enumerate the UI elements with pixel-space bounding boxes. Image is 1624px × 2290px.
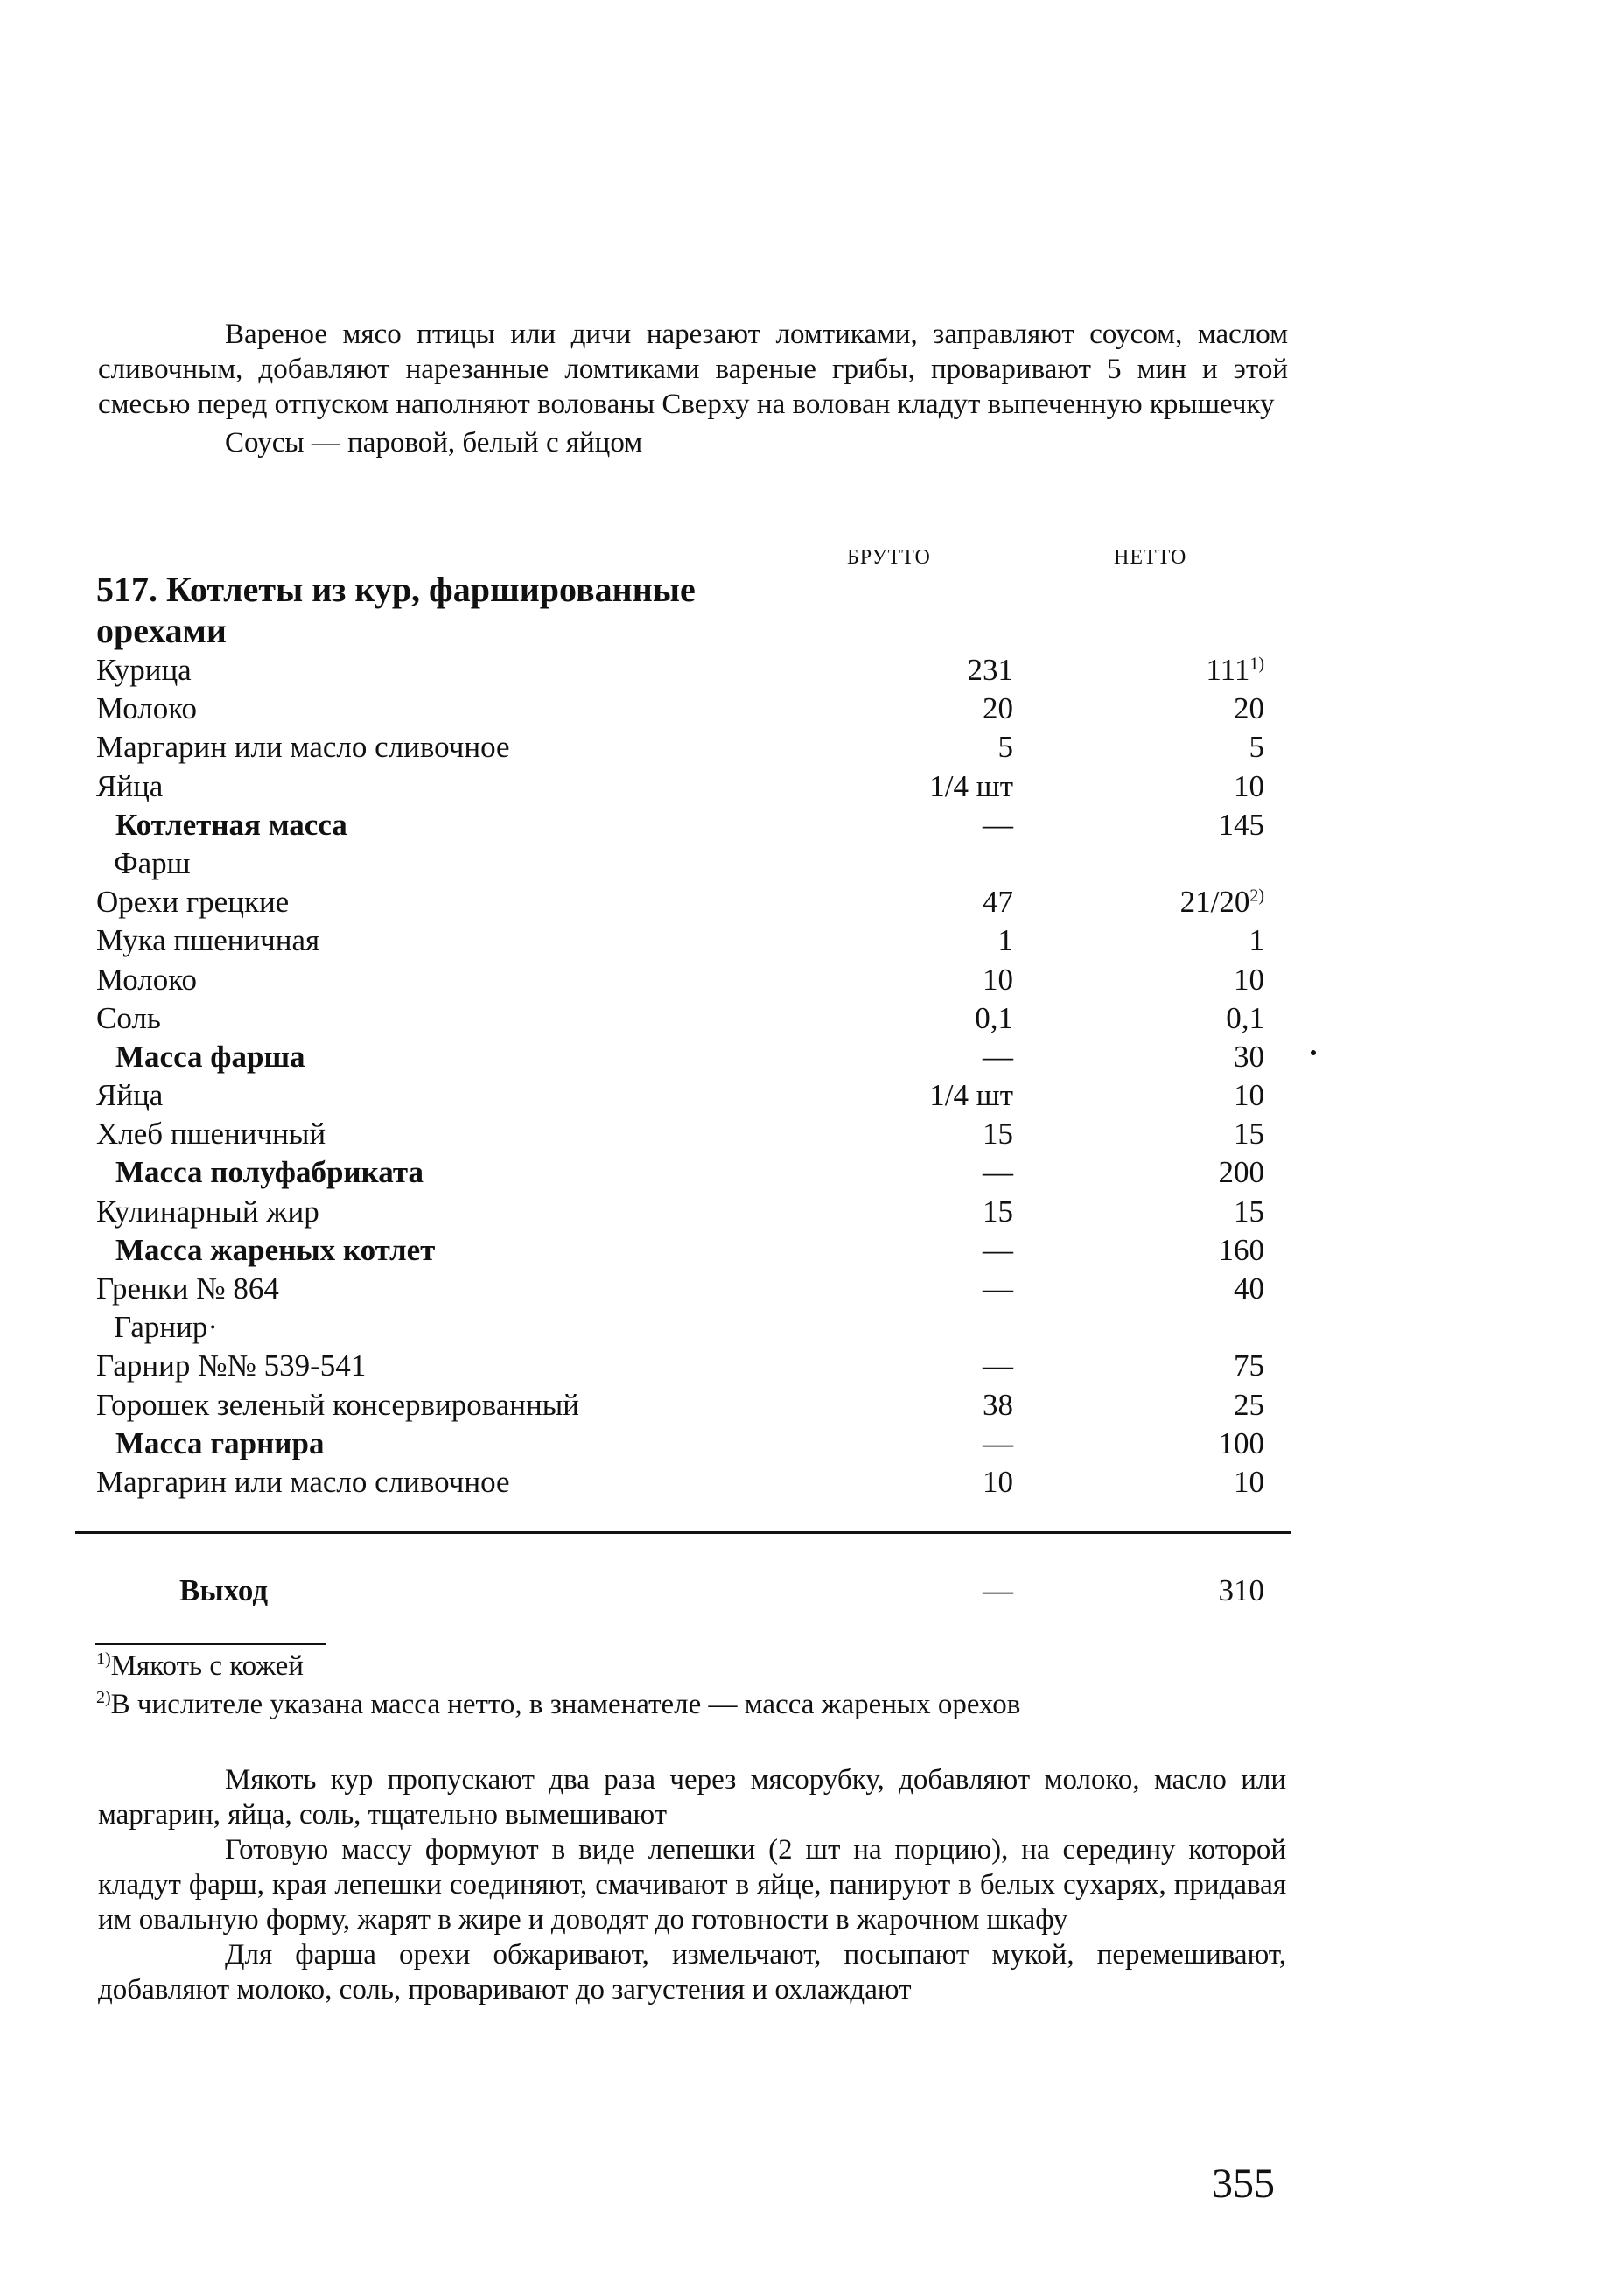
- table-row: [96, 806, 1264, 844]
- ingredient-name: Маргарин или масло сливочное: [96, 1464, 510, 1499]
- footnote-text: Мякоть с кожей: [110, 1650, 304, 1682]
- netto-number: 111: [1206, 653, 1250, 687]
- sauces-line: Соусы — паровой, белый с яйцом: [225, 427, 643, 459]
- brutto-value: —: [983, 1425, 1013, 1460]
- table-divider: [75, 1531, 1292, 1534]
- ingredient-name: Горошек зеленый консервированный: [96, 1387, 580, 1422]
- brutto-value: —: [983, 1232, 1013, 1267]
- method-paragraph: Мякоть кур пропускают два раза через мясорубку, добавляют молоко, масло или маргарин, яйца, соль, тщательно вымешивают: [98, 1764, 1286, 1831]
- ingredient-name: Котлетная масса: [116, 807, 347, 842]
- table-row: [96, 921, 1264, 960]
- ingredient-name: Масса жареных котлет: [116, 1232, 436, 1267]
- netto-number: 10: [1234, 768, 1264, 803]
- netto-number: 75: [1234, 1348, 1264, 1383]
- ingredient-name: Маргарин или масло сливочное: [96, 730, 510, 765]
- footnote-ref: 2): [1250, 886, 1264, 906]
- ingredient-name: Соль: [96, 1000, 161, 1035]
- table-row: [96, 1193, 1264, 1231]
- method-paragraph: Готовую массу формуют в виде лепешки (2 шт на порцию), на середину которой кладут фарш, края лепешки соединяют, смачивают в яйце, панируют в белых сухарях, придавая им овальную форму, жарят в жире и доводят до готовности в жарочном шкафу: [98, 1834, 1286, 1936]
- netto-value: [1094, 1270, 1264, 1308]
- table-row: [96, 767, 1264, 806]
- netto-value: [1094, 883, 1264, 921]
- method-paragraph: Для фарша орехи обжаривают, измельчают, посыпают мукой, перемешивают, добавляют молоко, соль, проваривают до загустения и охлаждают: [98, 1939, 1286, 2006]
- brutto-value: 38: [983, 1387, 1013, 1422]
- netto-value: [1094, 1153, 1264, 1192]
- brutto-value: —: [983, 1155, 1013, 1190]
- netto-number: 20: [1234, 691, 1264, 726]
- yield-label: Выход: [179, 1573, 269, 1607]
- brutto-value: 15: [983, 1117, 1013, 1152]
- netto-number: 15: [1234, 1117, 1264, 1152]
- ingredient-name: Яйца: [96, 768, 164, 803]
- table-row: [96, 690, 1264, 728]
- column-header-brutto: БРУТТО: [847, 546, 931, 569]
- intro-paragraph: Вареное мясо птицы или дичи нарезают ломтиками, заправляют соусом, маслом сливочным, добавляют нарезанные ломтиками вареные грибы, проваривают 5 мин и этой смесью перед отпуском наполняют волованы Сверху на волован кладут выпеченную крышечку: [98, 319, 1288, 420]
- brutto-value: 10: [983, 1464, 1013, 1499]
- netto-number: 25: [1234, 1387, 1264, 1422]
- netto-value: [1094, 767, 1264, 806]
- intro-text: [98, 317, 1288, 460]
- yield-brutto: —: [983, 1573, 1013, 1607]
- brutto-value: —: [983, 1271, 1013, 1306]
- table-row: [96, 1308, 1216, 1347]
- footnote-mark: 1): [96, 1649, 111, 1669]
- netto-number: 1: [1249, 923, 1264, 958]
- table-row: [96, 1038, 1264, 1076]
- netto-number: 200: [1218, 1155, 1264, 1190]
- netto-value: [1094, 1038, 1264, 1076]
- table-row: [96, 999, 1264, 1038]
- table-row: [96, 728, 1264, 767]
- ingredient-name: Орехи грецкие: [96, 885, 290, 920]
- netto-value: [1094, 806, 1264, 844]
- footnote-text: В числителе указана масса нетто, в знаменателе — масса жареных орехов: [110, 1689, 1021, 1720]
- netto-value: [1094, 1386, 1264, 1425]
- table-row: [96, 1076, 1264, 1115]
- brutto-value: 1/4 шт: [929, 768, 1013, 803]
- brutto-value: 0,1: [975, 1000, 1013, 1035]
- table-row: [96, 651, 1264, 690]
- brutto-value: 5: [998, 730, 1013, 765]
- ingredient-name: Гренки № 864: [96, 1271, 279, 1306]
- ingredient-name: Яйца: [96, 1078, 164, 1113]
- table-row: [96, 1386, 1264, 1425]
- ingredient-name: Молоко: [96, 962, 197, 997]
- netto-number: 100: [1218, 1425, 1264, 1460]
- ingredient-name: Кулинарный жир: [96, 1194, 319, 1229]
- ingredient-name: Масса полуфабриката: [116, 1155, 424, 1190]
- netto-number: 40: [1234, 1271, 1264, 1306]
- ingredient-name: Гарнир №№ 539-541: [96, 1348, 367, 1383]
- footnotes: [96, 1647, 1304, 1724]
- netto-value: [1094, 1231, 1264, 1270]
- ingredient-name: Молоко: [96, 691, 197, 726]
- recipe-number: 517.: [96, 570, 158, 609]
- table-row: [96, 883, 1264, 921]
- ingredient-name: Фарш: [114, 845, 191, 880]
- netto-value: [1094, 651, 1264, 690]
- recipe-name: Котлеты из кур, фаршированные орехами: [96, 570, 696, 650]
- column-header-netto: НЕТТО: [1114, 546, 1187, 569]
- netto-value: [1094, 1347, 1264, 1385]
- yield-netto: 310: [1218, 1573, 1264, 1607]
- ingredient-name: Гарнир·: [114, 1310, 219, 1345]
- netto-value: [1094, 1076, 1264, 1115]
- netto-value: [1094, 1425, 1264, 1463]
- netto-number: 0,1: [1226, 1000, 1264, 1035]
- netto-number: 10: [1234, 962, 1264, 997]
- brutto-value: 47: [983, 885, 1013, 920]
- netto-value: [1094, 999, 1264, 1038]
- netto-number: 5: [1249, 730, 1264, 765]
- netto-number: 10: [1234, 1464, 1264, 1499]
- method-text: [98, 1762, 1286, 2007]
- ingredient-name: Курица: [96, 653, 192, 687]
- brutto-value: 231: [967, 653, 1013, 687]
- table-row: [96, 1231, 1264, 1270]
- table-row: [96, 961, 1264, 999]
- footnote-divider: [94, 1643, 326, 1645]
- brutto-value: 10: [983, 962, 1013, 997]
- brutto-value: 20: [983, 691, 1013, 726]
- table-row: [96, 844, 1216, 883]
- netto-number: 21/20: [1180, 885, 1250, 920]
- netto-number: 10: [1234, 1078, 1264, 1113]
- ingredients-table: [96, 651, 1264, 1502]
- brutto-value: 15: [983, 1194, 1013, 1229]
- netto-value: [1094, 1463, 1264, 1502]
- footnote-1: [96, 1647, 1304, 1685]
- page-number: 355: [1212, 2160, 1275, 2207]
- table-row: [96, 1463, 1264, 1502]
- brutto-value: —: [983, 1039, 1013, 1074]
- ingredient-name: Масса фарша: [116, 1039, 305, 1074]
- table-row: [96, 1347, 1264, 1385]
- ingredient-name: Хлеб пшеничный: [96, 1117, 326, 1152]
- netto-number: 15: [1234, 1194, 1264, 1229]
- netto-value: [1094, 1115, 1264, 1153]
- table-row: [96, 1153, 1264, 1192]
- netto-number: 145: [1218, 807, 1264, 842]
- netto-value: [1094, 1193, 1264, 1231]
- footnote-2: [96, 1685, 1304, 1724]
- netto-number: 30: [1234, 1039, 1264, 1074]
- brutto-value: 1: [998, 923, 1013, 958]
- netto-value: [1094, 921, 1264, 960]
- footnote-ref: 1): [1250, 654, 1264, 674]
- netto-value: [1094, 690, 1264, 728]
- stray-dot: [1311, 1050, 1316, 1055]
- netto-number: 160: [1218, 1232, 1264, 1267]
- table-row: [96, 1425, 1264, 1463]
- yield-row: [0, 1571, 1624, 1611]
- netto-value: [1094, 961, 1264, 999]
- brutto-value: 1/4 шт: [929, 1078, 1013, 1113]
- recipe-title: [96, 569, 761, 651]
- footnote-mark: 2): [96, 1688, 111, 1707]
- brutto-value: —: [983, 1348, 1013, 1383]
- netto-value: [1094, 728, 1264, 767]
- brutto-value: —: [983, 807, 1013, 842]
- table-row: [96, 1115, 1264, 1153]
- table-row: [96, 1270, 1264, 1308]
- ingredient-name: Мука пшеничная: [96, 923, 320, 958]
- ingredient-name: Масса гарнира: [116, 1425, 325, 1460]
